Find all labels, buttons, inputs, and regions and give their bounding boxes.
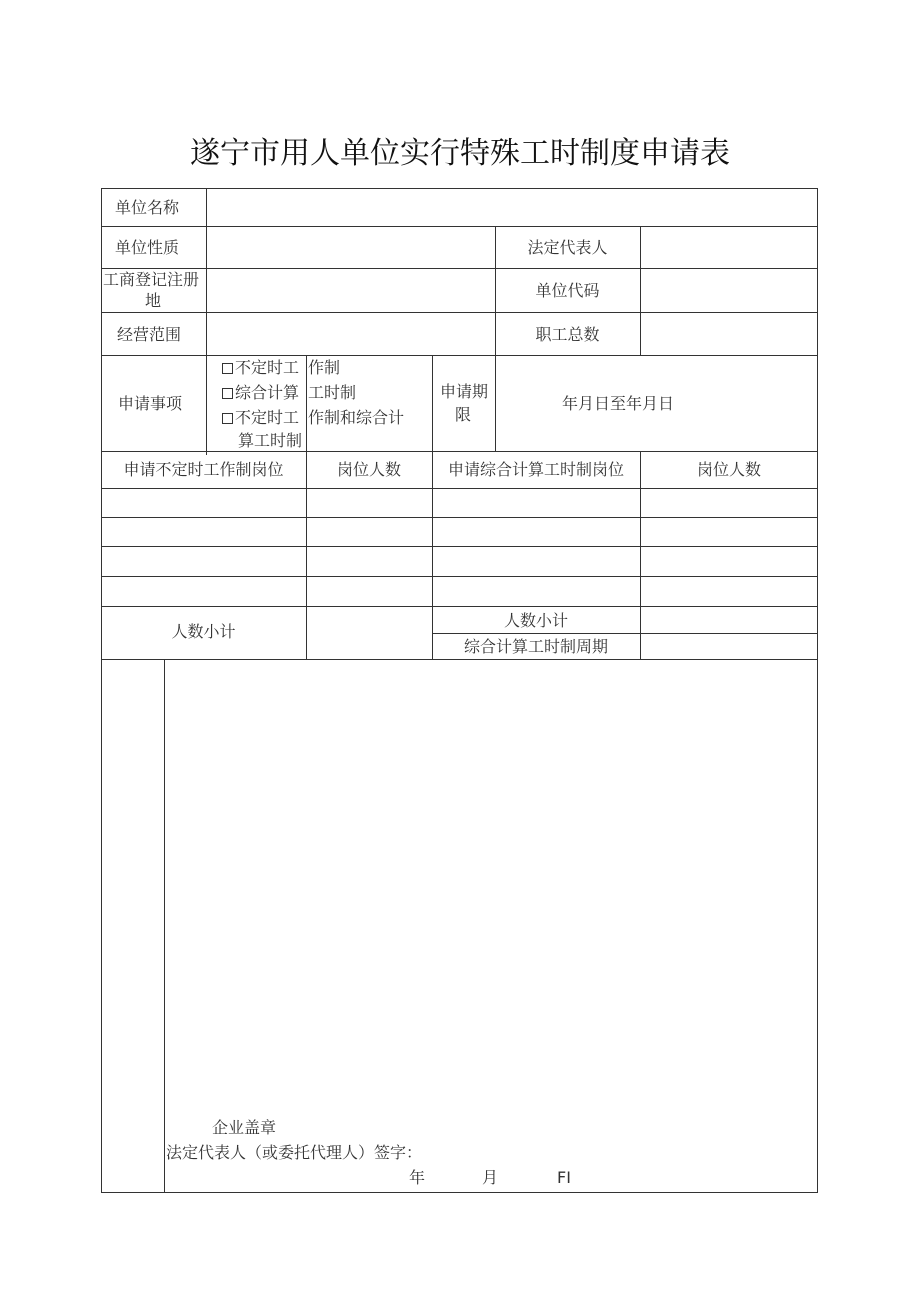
row-divider xyxy=(101,576,818,577)
reg-address-label-cont: 地 xyxy=(145,291,162,310)
legal-rep-label: 法定代表人 xyxy=(527,238,608,257)
option-both-systems-cont2: 算工时制 xyxy=(238,431,303,450)
row-divider xyxy=(101,226,818,227)
subtotal-left-label: 人数小计 xyxy=(171,622,236,641)
option-both-systems-cont: 作制和综合计 xyxy=(308,408,405,427)
header-comprehensive-positions: 申请综合计算工时制岗位 xyxy=(447,460,624,479)
header-position-count: 岗位人数 xyxy=(336,460,401,479)
page-title: 遂宁市用人单位实行特殊工时制度申请表 xyxy=(190,136,730,171)
subtotal-right-label: 人数小计 xyxy=(503,611,568,630)
application-form-table xyxy=(101,188,818,1193)
cycle-label: 综合计算工时制周期 xyxy=(463,637,608,656)
col-divider xyxy=(306,355,307,659)
row-divider xyxy=(101,488,818,489)
option-irregular-hours-cont: 作制 xyxy=(308,358,341,377)
option-comprehensive-hours[interactable]: 综合计算 xyxy=(222,383,299,403)
row-divider xyxy=(101,355,818,356)
col-divider xyxy=(640,451,641,659)
row-divider xyxy=(432,633,818,634)
total-staff-label: 职工总数 xyxy=(535,325,600,344)
date-day-label: FI xyxy=(557,1168,571,1187)
option-both-systems[interactable]: 不定时工 xyxy=(222,408,299,428)
checkbox-icon xyxy=(222,363,233,374)
apply-items-label: 申请事项 xyxy=(118,394,183,413)
unit-code-label: 单位代码 xyxy=(535,281,600,300)
seal-label: 企业盖章 xyxy=(212,1118,277,1137)
business-scope-label: 经营范围 xyxy=(117,325,182,344)
option-comprehensive-hours-cont: 工时制 xyxy=(308,383,357,402)
row-divider xyxy=(101,451,818,452)
unit-name-label: 单位名称 xyxy=(115,198,180,217)
row-divider xyxy=(101,517,818,518)
apply-period-label: 申请期 xyxy=(440,382,489,401)
reg-address-label: 工商登记注册 xyxy=(103,270,200,289)
signature-label: 法定代表人（或委托代理人）签字： xyxy=(166,1143,423,1162)
row-divider xyxy=(101,606,818,607)
row-divider xyxy=(101,312,818,313)
header-position-count-2: 岗位人数 xyxy=(696,460,761,479)
checkbox-icon xyxy=(222,388,233,399)
date-year-label: 年 xyxy=(409,1168,426,1187)
row-divider xyxy=(101,659,818,660)
header-irregular-positions: 申请不定时工作制岗位 xyxy=(123,460,284,479)
col-divider xyxy=(164,659,165,1193)
apply-period-value: 年月日至年月日 xyxy=(561,394,674,413)
option-irregular-hours[interactable]: 不定时工 xyxy=(222,358,299,378)
apply-period-label-cont: 限 xyxy=(455,405,472,424)
row-divider xyxy=(101,268,818,269)
unit-nature-label: 单位性质 xyxy=(115,238,180,257)
date-month-label: 月 xyxy=(482,1168,499,1187)
checkbox-icon xyxy=(222,413,233,424)
row-divider xyxy=(101,546,818,547)
col-divider xyxy=(206,188,207,455)
col-divider xyxy=(640,226,641,356)
